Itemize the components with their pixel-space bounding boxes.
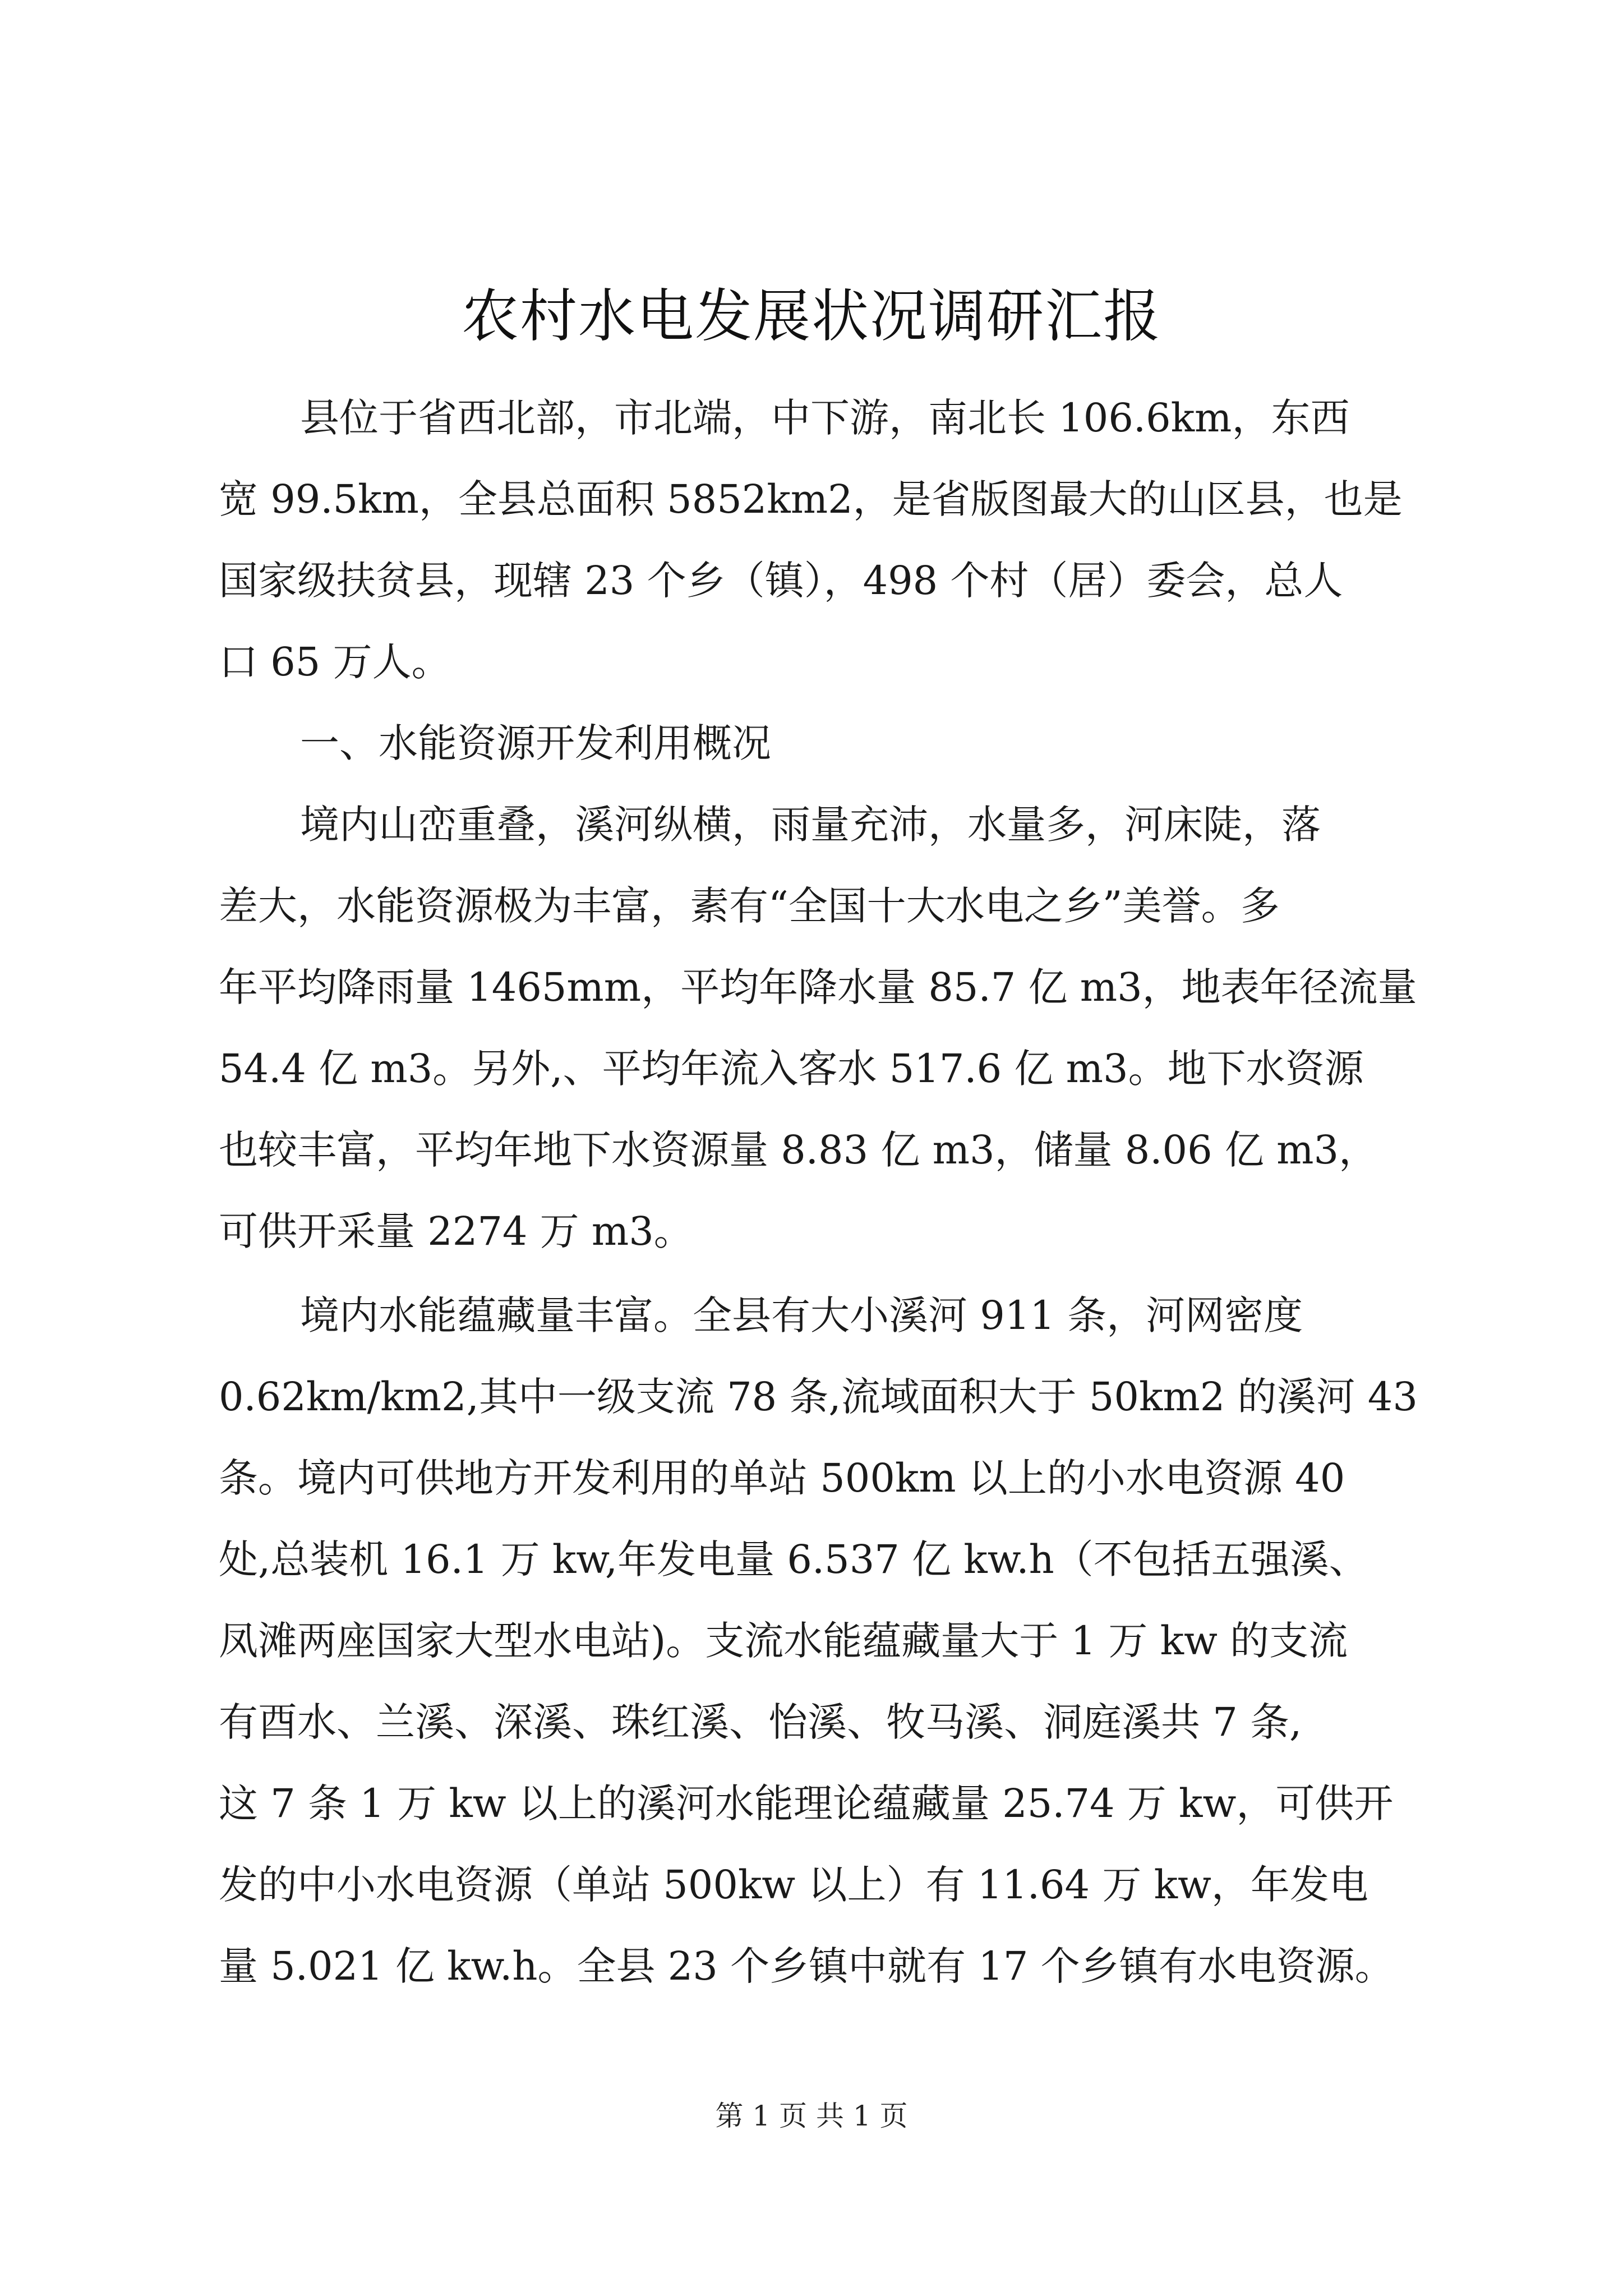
- document-title: 农村水电发展状况调研汇报: [462, 283, 1161, 350]
- body-line: 境内山峦重叠，溪河纵横，雨量充沛，水量多，河床陡，落: [300, 802, 1321, 848]
- body-line: 境内水能蕴藏量丰富。全县有大小溪河 911 条，河网密度: [300, 1292, 1303, 1338]
- body-line: 有酉水、兰溪、深溪、珠红溪、怡溪、牧马溪、洞庭溪共 7 条,: [219, 1699, 1302, 1745]
- body-line: 也较丰富，平均年地下水资源量 8.83 亿 m3，储量 8.06 亿 m3，: [219, 1127, 1378, 1173]
- body-line: 宽 99.5km，全县总面积 5852km2，是省版图最大的山区县，也是: [219, 476, 1403, 522]
- body-line: 凤滩两座国家大型水电站)。支流水能蕴藏量大于 1 万 kw 的支流: [219, 1618, 1348, 1664]
- page-number-footer: 第 1 页 共 1 页: [715, 2100, 908, 2132]
- section-heading: 一、水能资源开发利用概况: [300, 720, 771, 766]
- body-line: 条。境内可供地方开发利用的单站 500km 以上的小水电资源 40: [219, 1455, 1345, 1501]
- body-line: 0.62km/km2,其中一级支流 78 条,流域面积大于 50km2 的溪河 43: [219, 1374, 1418, 1420]
- body-line: 差大，水能资源极为丰富，素有“全国十大水电之乡”美誉。多: [219, 883, 1280, 929]
- body-line: 口 65 万人。: [219, 639, 451, 685]
- body-line: 年平均降雨量 1465mm，平均年降水量 85.7 亿 m3，地表年径流量: [219, 964, 1417, 1010]
- body-line: 处,总装机 16.1 万 kw,年发电量 6.537 亿 kw.h（不包括五强溪、: [219, 1536, 1368, 1582]
- body-line: 国家级扶贫县，现辖 23 个乡（镇），498 个村（居）委会，总人: [219, 558, 1343, 604]
- body-line: 发的中小水电资源（单站 500kw 以上）有 11.64 万 kw，年发电: [219, 1862, 1368, 1908]
- body-line: 这 7 条 1 万 kw 以上的溪河水能理论蕴藏量 25.74 万 kw，可供开: [219, 1780, 1394, 1826]
- body-line: 县位于省西北部，市北端，中下游，南北长 106.6km，东西: [300, 395, 1350, 441]
- body-line: 54.4 亿 m3。另外,、平均年流入客水 517.6 亿 m3。地下水资源: [219, 1046, 1364, 1092]
- body-line: 可供开采量 2274 万 m3。: [219, 1208, 693, 1254]
- body-line: 量 5.021 亿 kw.h。全县 23 个乡镇中就有 17 个乡镇有水电资源。: [219, 1943, 1394, 1989]
